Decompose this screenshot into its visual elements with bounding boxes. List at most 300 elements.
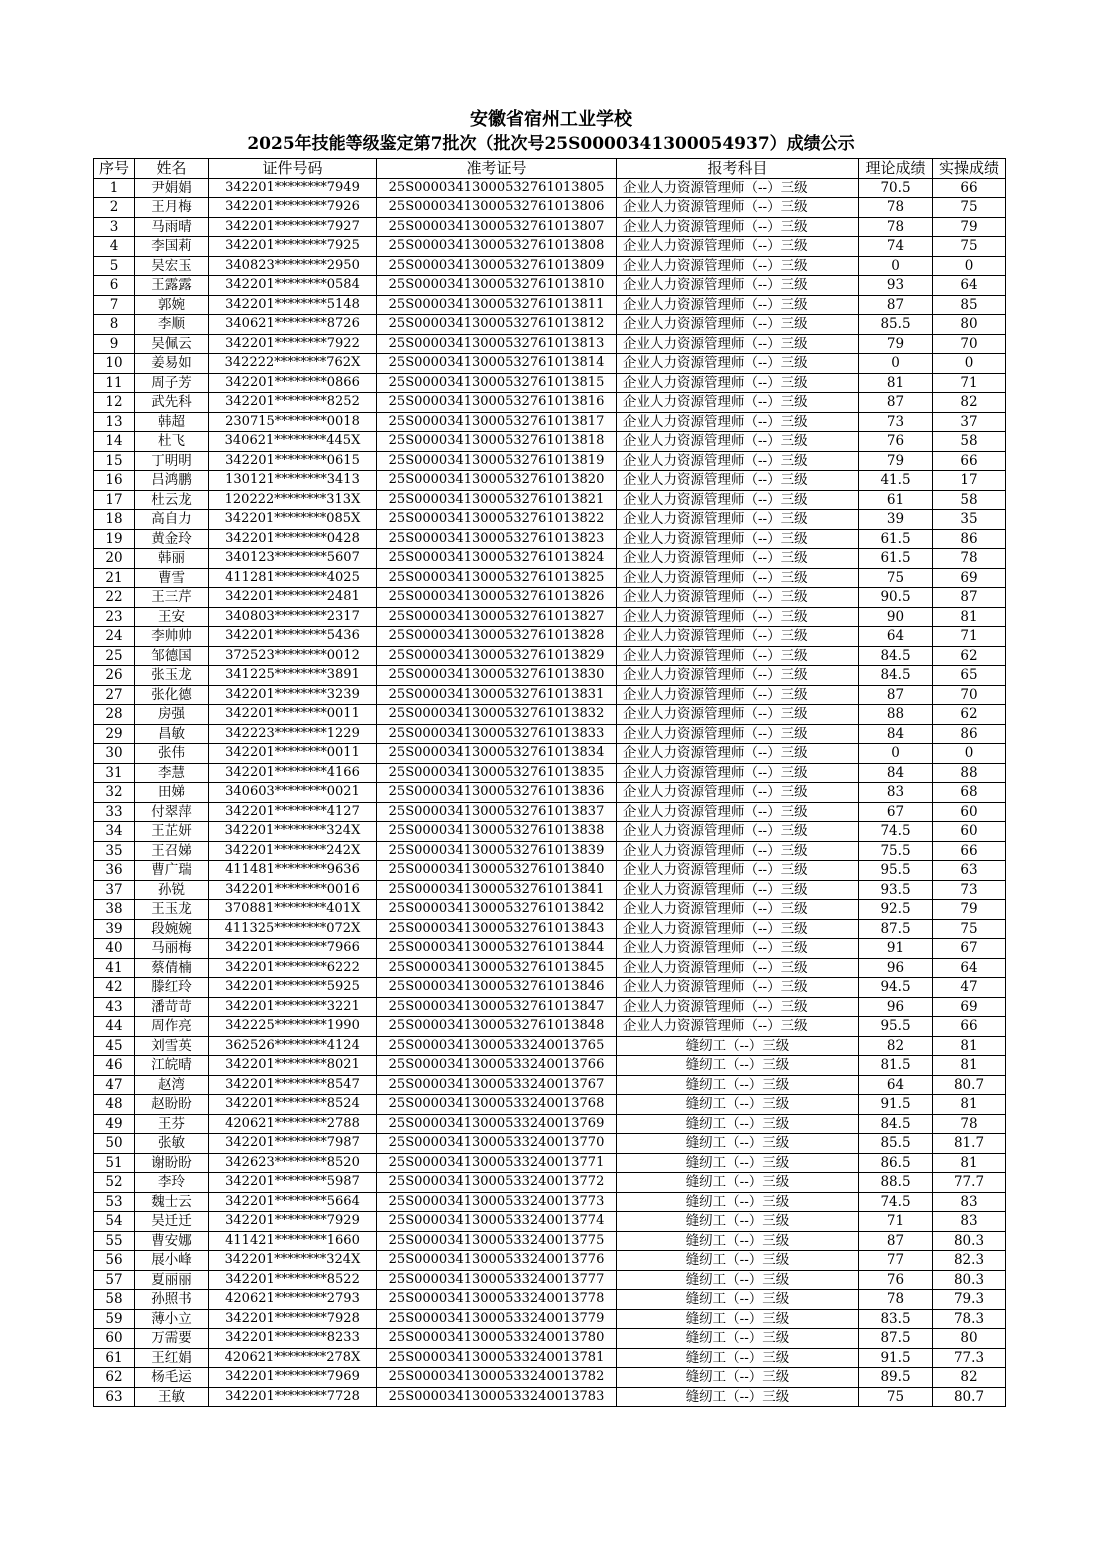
cell-exam-no: 25S00003413000532761013805 [377,178,617,198]
table-row [94,1056,1006,1076]
cell-name: 魏士云 [135,1192,209,1212]
table-row [94,588,1006,608]
cell-name: 马雨晴 [135,217,209,237]
cell-no: 13 [94,412,135,432]
cell-practice: 80 [933,315,1006,335]
cell-exam-no: 25S00003413000532761013824 [377,549,617,569]
cell-no: 42 [94,978,135,998]
cell-theory: 78 [859,1290,933,1310]
table-row [94,549,1006,569]
table-row [94,666,1006,686]
cell-no: 60 [94,1329,135,1349]
cell-practice: 0 [933,354,1006,374]
cell-no: 41 [94,958,135,978]
cell-name: 王月梅 [135,198,209,218]
cell-subject: 缝纫工（--）三级 [617,1056,859,1076]
cell-subject: 企业人力资源管理师（--）三级 [617,900,859,920]
cell-exam-no: 25S00003413000532761013830 [377,666,617,686]
col-header-no: 序号 [94,159,135,179]
cell-name: 付翠萍 [135,802,209,822]
cell-exam-no: 25S00003413000532761013848 [377,1017,617,1037]
table-row [94,978,1006,998]
table-row [94,295,1006,315]
cell-name: 蔡倩楠 [135,958,209,978]
cell-id: 342201********7922 [209,334,377,354]
cell-exam-no: 25S00003413000532761013810 [377,276,617,296]
cell-exam-no: 25S00003413000532761013812 [377,315,617,335]
cell-no: 7 [94,295,135,315]
cell-theory: 75.5 [859,841,933,861]
cell-exam-no: 25S00003413000532761013815 [377,373,617,393]
cell-id: 340123********5607 [209,549,377,569]
cell-no: 16 [94,471,135,491]
table-row [94,841,1006,861]
cell-subject: 企业人力资源管理师（--）三级 [617,373,859,393]
cell-theory: 64 [859,1075,933,1095]
table-row [94,490,1006,510]
cell-name: 吴迁迁 [135,1212,209,1232]
cell-theory: 84.5 [859,1114,933,1134]
table-row [94,1153,1006,1173]
cell-subject: 缝纫工（--）三级 [617,1114,859,1134]
cell-name: 李顺 [135,315,209,335]
cell-no: 31 [94,763,135,783]
cell-subject: 企业人力资源管理师（--）三级 [617,685,859,705]
cell-exam-no: 25S00003413000532761013843 [377,919,617,939]
cell-subject: 企业人力资源管理师（--）三级 [617,880,859,900]
cell-practice: 78 [933,1114,1006,1134]
table-row [94,1095,1006,1115]
table-row [94,685,1006,705]
cell-id: 340803********2317 [209,607,377,627]
cell-name: 张伟 [135,744,209,764]
cell-name: 王露露 [135,276,209,296]
cell-subject: 缝纫工（--）三级 [617,1153,859,1173]
cell-exam-no: 25S00003413000533240013778 [377,1290,617,1310]
cell-no: 1 [94,178,135,198]
cell-id: 340823********2950 [209,256,377,276]
cell-subject: 缝纫工（--）三级 [617,1134,859,1154]
cell-no: 5 [94,256,135,276]
cell-exam-no: 25S00003413000532761013839 [377,841,617,861]
cell-name: 吴佩云 [135,334,209,354]
table-row [94,256,1006,276]
table-row [94,880,1006,900]
table-header-row [94,159,1006,179]
cell-theory: 81.5 [859,1056,933,1076]
cell-no: 33 [94,802,135,822]
cell-id: 120222********313X [209,490,377,510]
cell-no: 34 [94,822,135,842]
cell-practice: 66 [933,1017,1006,1037]
cell-no: 43 [94,997,135,1017]
cell-subject: 缝纫工（--）三级 [617,1212,859,1232]
table-row [94,1075,1006,1095]
cell-no: 40 [94,939,135,959]
cell-id: 342201********5925 [209,978,377,998]
cell-practice: 80.3 [933,1270,1006,1290]
cell-id: 342201********7949 [209,178,377,198]
cell-exam-no: 25S00003413000532761013806 [377,198,617,218]
table-row [94,822,1006,842]
table-row [94,919,1006,939]
cell-subject: 缝纫工（--）三级 [617,1270,859,1290]
table-row [94,471,1006,491]
cell-practice: 0 [933,256,1006,276]
cell-subject: 企业人力资源管理师（--）三级 [617,178,859,198]
cell-practice: 77.7 [933,1173,1006,1193]
cell-subject: 缝纫工（--）三级 [617,1387,859,1407]
cell-theory: 75 [859,1387,933,1407]
table-row [94,1251,1006,1271]
cell-theory: 79 [859,451,933,471]
cell-exam-no: 25S00003413000533240013768 [377,1095,617,1115]
cell-subject: 企业人力资源管理师（--）三级 [617,783,859,803]
cell-no: 56 [94,1251,135,1271]
table-row [94,373,1006,393]
cell-practice: 75 [933,919,1006,939]
cell-subject: 缝纫工（--）三级 [617,1329,859,1349]
cell-subject: 企业人力资源管理师（--）三级 [617,588,859,608]
cell-practice: 66 [933,451,1006,471]
table-row [94,705,1006,725]
cell-practice: 70 [933,334,1006,354]
cell-id: 342201********7926 [209,198,377,218]
cell-id: 342201********7987 [209,1134,377,1154]
cell-theory: 0 [859,256,933,276]
table-row [94,1036,1006,1056]
cell-name: 曹雪 [135,568,209,588]
cell-subject: 企业人力资源管理师（--）三级 [617,334,859,354]
cell-theory: 87.5 [859,919,933,939]
table-row [94,939,1006,959]
cell-theory: 78 [859,198,933,218]
cell-practice: 78.3 [933,1309,1006,1329]
table-row [94,1114,1006,1134]
cell-name: 武先科 [135,393,209,413]
cell-exam-no: 25S00003413000533240013767 [377,1075,617,1095]
cell-theory: 96 [859,997,933,1017]
cell-id: 230715********0018 [209,412,377,432]
cell-theory: 79 [859,334,933,354]
cell-practice: 83 [933,1192,1006,1212]
cell-subject: 企业人力资源管理师（--）三级 [617,237,859,257]
cell-no: 48 [94,1095,135,1115]
cell-no: 45 [94,1036,135,1056]
cell-name: 杜飞 [135,432,209,452]
cell-exam-no: 25S00003413000533240013771 [377,1153,617,1173]
cell-id: 362526********4124 [209,1036,377,1056]
cell-practice: 83 [933,1212,1006,1232]
cell-name: 夏丽丽 [135,1270,209,1290]
cell-no: 39 [94,919,135,939]
cell-practice: 80.7 [933,1075,1006,1095]
cell-exam-no: 25S00003413000532761013827 [377,607,617,627]
cell-subject: 企业人力资源管理师（--）三级 [617,276,859,296]
cell-subject: 企业人力资源管理师（--）三级 [617,295,859,315]
cell-name: 尹娟娟 [135,178,209,198]
cell-name: 张敏 [135,1134,209,1154]
cell-practice: 75 [933,237,1006,257]
cell-no: 28 [94,705,135,725]
cell-id: 342201********8522 [209,1270,377,1290]
cell-no: 25 [94,646,135,666]
col-header-theory: 理论成绩 [859,159,933,179]
cell-name: 曹安娜 [135,1231,209,1251]
cell-exam-no: 25S00003413000532761013816 [377,393,617,413]
cell-practice: 88 [933,763,1006,783]
cell-no: 32 [94,783,135,803]
cell-practice: 79 [933,217,1006,237]
col-header-name: 姓名 [135,159,209,179]
cell-id: 342201********2481 [209,588,377,608]
cell-id: 342222********762X [209,354,377,374]
cell-exam-no: 25S00003413000533240013780 [377,1329,617,1349]
cell-name: 赵湾 [135,1075,209,1095]
cell-theory: 92.5 [859,900,933,920]
cell-name: 房强 [135,705,209,725]
cell-no: 61 [94,1348,135,1368]
cell-name: 谢盼盼 [135,1153,209,1173]
cell-exam-no: 25S00003413000532761013844 [377,939,617,959]
table-row [94,900,1006,920]
cell-id: 342201********0011 [209,705,377,725]
cell-id: 342201********7928 [209,1309,377,1329]
cell-subject: 企业人力资源管理师（--）三级 [617,724,859,744]
cell-exam-no: 25S00003413000533240013783 [377,1387,617,1407]
table-row [94,607,1006,627]
cell-id: 411421********1660 [209,1231,377,1251]
cell-id: 342201********5987 [209,1173,377,1193]
cell-no: 19 [94,529,135,549]
cell-theory: 84 [859,724,933,744]
cell-name: 赵盼盼 [135,1095,209,1115]
cell-exam-no: 25S00003413000533240013765 [377,1036,617,1056]
cell-practice: 67 [933,939,1006,959]
cell-theory: 94.5 [859,978,933,998]
cell-subject: 企业人力资源管理师（--）三级 [617,763,859,783]
cell-theory: 0 [859,744,933,764]
cell-practice: 80 [933,1329,1006,1349]
cell-subject: 缝纫工（--）三级 [617,1309,859,1329]
cell-practice: 62 [933,705,1006,725]
cell-id: 342201********0428 [209,529,377,549]
cell-subject: 缝纫工（--）三级 [617,1095,859,1115]
cell-id: 342201********7969 [209,1368,377,1388]
cell-practice: 66 [933,841,1006,861]
cell-no: 46 [94,1056,135,1076]
cell-no: 17 [94,490,135,510]
cell-name: 丁明明 [135,451,209,471]
cell-name: 王玉龙 [135,900,209,920]
cell-no: 44 [94,1017,135,1037]
cell-practice: 80.3 [933,1231,1006,1251]
cell-theory: 71 [859,1212,933,1232]
cell-theory: 85.5 [859,315,933,335]
cell-no: 35 [94,841,135,861]
cell-name: 周子芳 [135,373,209,393]
cell-subject: 缝纫工（--）三级 [617,1251,859,1271]
cell-theory: 74 [859,237,933,257]
cell-subject: 企业人力资源管理师（--）三级 [617,198,859,218]
cell-practice: 65 [933,666,1006,686]
cell-subject: 企业人力资源管理师（--）三级 [617,1017,859,1037]
cell-no: 4 [94,237,135,257]
cell-id: 342223********1229 [209,724,377,744]
table-row [94,568,1006,588]
cell-theory: 0 [859,354,933,374]
cell-name: 李慧 [135,763,209,783]
cell-practice: 81 [933,1036,1006,1056]
cell-id: 340621********445X [209,432,377,452]
table-row [94,198,1006,218]
cell-id: 342201********8233 [209,1329,377,1349]
table-row [94,354,1006,374]
cell-name: 孙锐 [135,880,209,900]
cell-id: 342201********5664 [209,1192,377,1212]
cell-practice: 81 [933,1153,1006,1173]
table-row [94,315,1006,335]
school-title: 安徽省宿州工业学校 [470,109,632,130]
cell-subject: 企业人力资源管理师（--）三级 [617,315,859,335]
cell-exam-no: 25S00003413000532761013841 [377,880,617,900]
cell-exam-no: 25S00003413000532761013832 [377,705,617,725]
table-row [94,393,1006,413]
cell-theory: 84 [859,763,933,783]
cell-no: 38 [94,900,135,920]
cell-id: 342201********5148 [209,295,377,315]
cell-theory: 91.5 [859,1095,933,1115]
cell-exam-no: 25S00003413000532761013814 [377,354,617,374]
cell-name: 孙照书 [135,1290,209,1310]
cell-exam-no: 25S00003413000532761013838 [377,822,617,842]
cell-no: 36 [94,861,135,881]
cell-practice: 82 [933,393,1006,413]
cell-subject: 缝纫工（--）三级 [617,1036,859,1056]
cell-practice: 80.7 [933,1387,1006,1407]
cell-subject: 企业人力资源管理师（--）三级 [617,256,859,276]
cell-no: 9 [94,334,135,354]
cell-no: 3 [94,217,135,237]
cell-practice: 69 [933,997,1006,1017]
cell-exam-no: 25S00003413000533240013777 [377,1270,617,1290]
cell-exam-no: 25S00003413000532761013836 [377,783,617,803]
cell-no: 8 [94,315,135,335]
cell-name: 段婉婉 [135,919,209,939]
cell-practice: 79 [933,900,1006,920]
cell-theory: 90 [859,607,933,627]
cell-no: 62 [94,1368,135,1388]
table-row [94,802,1006,822]
cell-name: 杜云龙 [135,490,209,510]
cell-subject: 缝纫工（--）三级 [617,1348,859,1368]
cell-name: 展小峰 [135,1251,209,1271]
cell-subject: 缝纫工（--）三级 [617,1192,859,1212]
cell-no: 22 [94,588,135,608]
cell-theory: 83.5 [859,1309,933,1329]
cell-practice: 78 [933,549,1006,569]
table-row [94,510,1006,530]
cell-no: 30 [94,744,135,764]
cell-theory: 39 [859,510,933,530]
cell-practice: 64 [933,958,1006,978]
cell-subject: 企业人力资源管理师（--）三级 [617,744,859,764]
cell-name: 万需要 [135,1329,209,1349]
cell-practice: 73 [933,880,1006,900]
cell-theory: 41.5 [859,471,933,491]
cell-no: 51 [94,1153,135,1173]
cell-subject: 企业人力资源管理师（--）三级 [617,646,859,666]
cell-exam-no: 25S00003413000532761013807 [377,217,617,237]
cell-theory: 76 [859,432,933,452]
cell-practice: 85 [933,295,1006,315]
cell-practice: 86 [933,724,1006,744]
cell-theory: 67 [859,802,933,822]
cell-name: 潘苛苛 [135,997,209,1017]
cell-exam-no: 25S00003413000532761013819 [377,451,617,471]
cell-exam-no: 25S00003413000532761013821 [377,490,617,510]
cell-subject: 企业人力资源管理师（--）三级 [617,958,859,978]
cell-exam-no: 25S00003413000532761013846 [377,978,617,998]
cell-practice: 87 [933,588,1006,608]
cell-id: 340621********8726 [209,315,377,335]
cell-no: 18 [94,510,135,530]
cell-subject: 缝纫工（--）三级 [617,1290,859,1310]
cell-name: 王敏 [135,1387,209,1407]
cell-exam-no: 25S00003413000532761013823 [377,529,617,549]
cell-exam-no: 25S00003413000532761013847 [377,997,617,1017]
cell-name: 王召娣 [135,841,209,861]
cell-practice: 71 [933,627,1006,647]
cell-practice: 75 [933,198,1006,218]
cell-subject: 企业人力资源管理师（--）三级 [617,978,859,998]
table-row [94,783,1006,803]
cell-practice: 71 [933,373,1006,393]
cell-exam-no: 25S00003413000533240013779 [377,1309,617,1329]
cell-name: 王芷妍 [135,822,209,842]
cell-no: 54 [94,1212,135,1232]
cell-no: 27 [94,685,135,705]
cell-name: 马丽梅 [135,939,209,959]
cell-id: 342201********7927 [209,217,377,237]
cell-exam-no: 25S00003413000533240013776 [377,1251,617,1271]
cell-id: 342201********8524 [209,1095,377,1115]
cell-name: 薄小立 [135,1309,209,1329]
cell-exam-no: 25S00003413000533240013775 [377,1231,617,1251]
cell-id: 342201********7929 [209,1212,377,1232]
cell-id: 342201********324X [209,1251,377,1271]
cell-no: 20 [94,549,135,569]
cell-theory: 85.5 [859,1134,933,1154]
cell-subject: 企业人力资源管理师（--）三级 [617,705,859,725]
cell-id: 342201********8252 [209,393,377,413]
cell-exam-no: 25S00003413000532761013835 [377,763,617,783]
cell-no: 55 [94,1231,135,1251]
cell-theory: 93.5 [859,880,933,900]
cell-exam-no: 25S00003413000532761013826 [377,588,617,608]
table-row [94,1270,1006,1290]
cell-subject: 企业人力资源管理师（--）三级 [617,529,859,549]
cell-subject: 企业人力资源管理师（--）三级 [617,861,859,881]
cell-theory: 88 [859,705,933,725]
cell-id: 342201********7925 [209,237,377,257]
cell-theory: 76 [859,1270,933,1290]
cell-id: 342201********0016 [209,880,377,900]
cell-no: 10 [94,354,135,374]
cell-no: 6 [94,276,135,296]
cell-no: 11 [94,373,135,393]
cell-theory: 61 [859,490,933,510]
